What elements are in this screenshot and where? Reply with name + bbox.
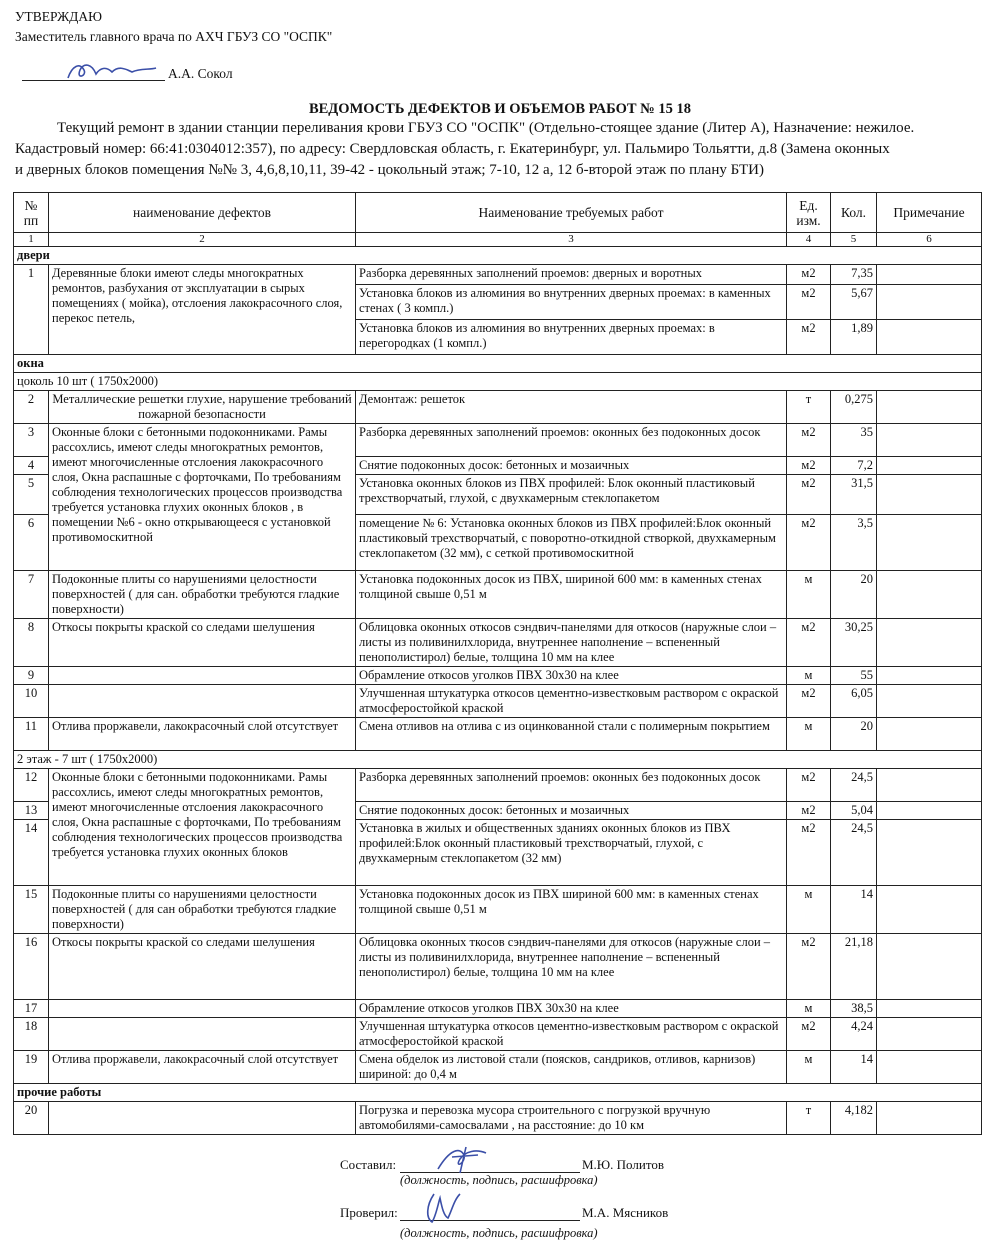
row-number: 12: [14, 769, 49, 802]
row-unit: т: [787, 391, 831, 424]
row-note: [877, 685, 982, 718]
row-unit: м2: [787, 320, 831, 355]
row-number: 17: [14, 1000, 49, 1018]
row-number: 11: [14, 718, 49, 751]
row-unit: м2: [787, 515, 831, 571]
row-work: Установка оконных блоков из ПВХ профилей: Блок оконный пластиковый трехстворчатый, глухой, с двухкамерным стеклопакетом: [356, 475, 787, 515]
row-unit: м: [787, 886, 831, 934]
defects-table: [13, 192, 982, 1135]
row-defect: Отлива проржавели, лакокрасочный слой отсутствует: [49, 1051, 356, 1084]
row-qty: 21,18: [831, 934, 877, 1000]
row-note: [877, 265, 982, 285]
header-defect: наименование дефектов: [49, 193, 356, 233]
row-qty: 20: [831, 718, 877, 751]
row-qty: 24,5: [831, 769, 877, 802]
row-defect: [49, 1000, 356, 1018]
row-work: Установка подоконных досок из ПВХ шириной 600 мм: в каменных стенах толщиной свыше 0,51 м: [356, 886, 787, 934]
row-qty: 31,5: [831, 475, 877, 515]
row-work: Снятие подоконных досок: бетонных и мозаичных: [356, 457, 787, 475]
intro-line-3: и дверных блоков помещения №№ 3, 4,6,8,10,11, 39-42 - цокольный этаж; 7-10, 12 а, 12 б-второй этаж по плану БТИ): [15, 162, 765, 178]
row-number: 2: [14, 391, 49, 424]
document-title: ВЕДОМОСТЬ ДЕФЕКТОВ И ОБЪЕМОВ РАБОТ № 15 18: [308, 101, 692, 117]
header-qty: Кол.: [831, 193, 877, 233]
row-note: [877, 619, 982, 667]
row-work: Погрузка и перевозка мусора строительного с погрузкой вручную автомобилями-самосвалами , на расстояние: до 10 км: [356, 1102, 787, 1135]
row-note: [877, 1102, 982, 1135]
row-number: 20: [14, 1102, 49, 1135]
table-row: [14, 1102, 982, 1135]
row-note: [877, 934, 982, 1000]
header-work: Наименование требуемых работ: [356, 193, 787, 233]
col-number: 3: [356, 233, 787, 247]
row-number: 1: [14, 265, 49, 355]
row-number: 13: [14, 802, 49, 820]
row-number: 18: [14, 1018, 49, 1051]
row-unit: м2: [787, 685, 831, 718]
intro-line-1: Текущий ремонт в здании станции переливания крови ГБУЗ СО "ОСПК" (Отдельно-стоящее здание (Литер А), Назначение: нежилое.: [57, 120, 915, 136]
row-work: Установка блоков из алюминия во внутренних дверных проемах: в каменных стенах ( 3 компл.): [356, 285, 787, 320]
row-qty: 7,35: [831, 265, 877, 285]
intro-line-2: Кадастровый номер: 66:41:0304012:357), по адресу: Свердловская область, г. Екатеринбург, ул. Пальмиро Тольятти, д.8 (Замена оконных: [15, 141, 890, 157]
row-unit: м2: [787, 285, 831, 320]
row-note: [877, 320, 982, 355]
row-unit: м2: [787, 424, 831, 457]
row-unit: м: [787, 718, 831, 751]
row-qty: 14: [831, 1051, 877, 1084]
compiled-name: М.Ю. Политов: [582, 1157, 664, 1172]
header-unit: Ед. изм.: [787, 193, 831, 233]
row-qty: 6,05: [831, 685, 877, 718]
row-work: помещение № 6: Установка оконных блоков из ПВХ профилей:Блок оконный пластиковый трехстворчатый, с поворотно-откидной створкой, двухкамерным стеклопакетом (32 мм), с сеткой противомоскитной: [356, 515, 787, 571]
column-number-row: [14, 233, 982, 247]
row-defect: Оконные блоки с бетонными подоконниками. Рамы рассохлись, имеют следы многократных ремонтов, имеют многочисленные отслоения лакокрасочного слоя, Окна распашные с форточками, По требованиям соблюдения технологических процессов производства требуется установка глухих оконных блоков , в помещении №6 - окно открывающееся с установкой противомоскитной: [49, 424, 356, 571]
table-row: [14, 619, 982, 667]
section-floor2: 2 этаж - 7 шт ( 1750х2000): [14, 751, 982, 769]
row-unit: м2: [787, 457, 831, 475]
row-number: 14: [14, 820, 49, 886]
table-row: [14, 886, 982, 934]
row-defect: Подоконные плиты со нарушениями целостности поверхностей ( для сан. обработки требуются гладкие поверхности): [49, 571, 356, 619]
table-row: [14, 718, 982, 751]
row-defect: [49, 685, 356, 718]
compiled-signature-icon: [430, 1143, 500, 1177]
row-work: Обрамление откосов уголков ПВХ 30х30 на клее: [356, 667, 787, 685]
checked-label: Проверил:: [340, 1205, 398, 1220]
row-work: Облицовка оконных откосов сэндвич-панелями для откосов (наружные слои – листы из поливинилхлорида, внутреннее наполнение – вспененный пенополистирол) белые, толщина 10 мм на клее: [356, 619, 787, 667]
row-number: 9: [14, 667, 49, 685]
row-qty: 38,5: [831, 1000, 877, 1018]
row-work: Смена обделок из листовой стали (поясков, сандриков, отливов, карнизов) шириной: до 0,4 м: [356, 1051, 787, 1084]
row-number: 4: [14, 457, 49, 475]
row-defect: [49, 667, 356, 685]
row-unit: м2: [787, 619, 831, 667]
row-note: [877, 391, 982, 424]
row-note: [877, 571, 982, 619]
row-number: 8: [14, 619, 49, 667]
row-qty: 30,25: [831, 619, 877, 667]
row-qty: 4,24: [831, 1018, 877, 1051]
row-defect: Деревянные блоки имеют следы многократных ремонтов, разбухания от эксплуатации в сырых помещениях ( мойка), отслоения лакокрасочного слоя, перекос петель,: [49, 265, 356, 355]
row-defect: [49, 1018, 356, 1051]
row-defect: Подоконные плиты со нарушениями целостности поверхностей ( для сан обработки требуются гладкие поверхности): [49, 886, 356, 934]
table-row: [14, 769, 982, 802]
checked-name: М.А. Мясников: [582, 1205, 669, 1220]
row-number: 3: [14, 424, 49, 457]
section-other: прочие работы: [14, 1084, 982, 1102]
row-number: 5: [14, 475, 49, 515]
checked-signature-icon: [420, 1188, 470, 1228]
row-qty: 5,67: [831, 285, 877, 320]
table-header-row: [14, 193, 982, 233]
row-note: [877, 515, 982, 571]
col-number: 4: [787, 233, 831, 247]
row-work: Улучшенная штукатурка откосов цементно-известковым раствором с окраской атмосферостойкой краской: [356, 685, 787, 718]
table-row: [14, 424, 982, 457]
approval-position: Заместитель главного врача по АХЧ ГБУЗ СО "ОСПК": [15, 29, 333, 44]
row-unit: м2: [787, 820, 831, 886]
row-defect: Отлива проржавели, лакокрасочный слой отсутствует: [49, 718, 356, 751]
row-work: Разборка деревянных заполнений проемов: оконных без подоконных досок: [356, 769, 787, 802]
row-work: Установка подоконных досок из ПВХ, шириной 600 мм: в каменных стенах толщиной свыше 0,51 м: [356, 571, 787, 619]
table-row: [14, 1051, 982, 1084]
row-note: [877, 769, 982, 802]
col-number: 5: [831, 233, 877, 247]
row-note: [877, 667, 982, 685]
row-work: Смена отливов на отлива с из оцинкованной стали с полимерным покрытием: [356, 718, 787, 751]
row-qty: 4,182: [831, 1102, 877, 1135]
row-qty: 5,04: [831, 802, 877, 820]
row-qty: 3,5: [831, 515, 877, 571]
row-unit: м: [787, 1051, 831, 1084]
compiled-label: Составил:: [340, 1157, 397, 1172]
table-row: [14, 685, 982, 718]
row-note: [877, 1051, 982, 1084]
table-row: [14, 934, 982, 1000]
row-qty: 0,275: [831, 391, 877, 424]
section-doors: двери: [14, 247, 982, 265]
row-work: Установка в жилых и общественных зданиях оконных блоков из ПВХ профилей:Блок оконный пластиковый трехстворчатый, глухой, с двухкамерным стеклопакетом (32 мм): [356, 820, 787, 886]
table-row: [14, 571, 982, 619]
row-defect: [49, 1102, 356, 1135]
row-unit: м2: [787, 934, 831, 1000]
row-unit: м: [787, 571, 831, 619]
row-note: [877, 820, 982, 886]
table-row: [14, 391, 982, 424]
row-qty: 20: [831, 571, 877, 619]
row-work: Установка блоков из алюминия во внутренних дверных проемах: в перегородках (1 компл.): [356, 320, 787, 355]
row-number: 15: [14, 886, 49, 934]
row-defect: Откосы покрыты краской со следами шелушения: [49, 934, 356, 1000]
table-row: [14, 667, 982, 685]
row-number: 7: [14, 571, 49, 619]
header-number: № пп: [14, 193, 49, 233]
row-defect: Металлические решетки глухие, нарушение требований пожарной безопасности: [49, 391, 356, 424]
row-note: [877, 1018, 982, 1051]
row-work: Разборка деревянных заполнений проемов: оконных без подоконных досок: [356, 424, 787, 457]
row-note: [877, 457, 982, 475]
row-note: [877, 475, 982, 515]
row-note: [877, 1000, 982, 1018]
row-work: Демонтаж: решеток: [356, 391, 787, 424]
row-number: 19: [14, 1051, 49, 1084]
row-work: Разборка деревянных заполнений проемов: дверных и воротных: [356, 265, 787, 285]
row-qty: 35: [831, 424, 877, 457]
checked-caption: (должность, подпись, расшифровка): [400, 1226, 598, 1240]
row-qty: 1,89: [831, 320, 877, 355]
row-unit: м: [787, 1000, 831, 1018]
approval-signature-icon: [62, 56, 162, 86]
row-qty: 24,5: [831, 820, 877, 886]
row-unit: м: [787, 667, 831, 685]
row-unit: м2: [787, 802, 831, 820]
col-number: 6: [877, 233, 982, 247]
approval-heading: УТВЕРЖДАЮ: [15, 9, 103, 24]
header-note: Примечание: [877, 193, 982, 233]
row-note: [877, 802, 982, 820]
row-unit: м2: [787, 475, 831, 515]
row-qty: 55: [831, 667, 877, 685]
row-number: 16: [14, 934, 49, 1000]
row-work: Улучшенная штукатурка откосов цементно-известковым раствором с окраской атмосферостойкой краской: [356, 1018, 787, 1051]
col-number: 2: [49, 233, 356, 247]
row-note: [877, 886, 982, 934]
row-number: 6: [14, 515, 49, 571]
row-note: [877, 718, 982, 751]
compiled-caption: (должность, подпись, расшифровка): [400, 1173, 598, 1187]
row-work: Облицовка оконных ткосов сэндвич-панелями для откосов (наружные слои – листы из поливинилхлорида, внутреннее наполнение – вспененный пенополистирол) белые, толщина 10 мм на клее: [356, 934, 787, 1000]
row-number: 10: [14, 685, 49, 718]
row-qty: 14: [831, 886, 877, 934]
row-work: Снятие подоконных досок: бетонных и мозаичных: [356, 802, 787, 820]
section-windows: окна: [14, 355, 982, 373]
section-basement: цоколь 10 шт ( 1750х2000): [14, 373, 982, 391]
row-unit: т: [787, 1102, 831, 1135]
row-note: [877, 424, 982, 457]
col-number: 1: [14, 233, 49, 247]
table-row: [14, 1018, 982, 1051]
row-qty: 7,2: [831, 457, 877, 475]
row-unit: м2: [787, 265, 831, 285]
row-defect: Откосы покрыты краской со следами шелушения: [49, 619, 356, 667]
row-note: [877, 285, 982, 320]
row-defect: Оконные блоки с бетонными подоконниками. Рамы рассохлись, имеют следы многократных ремонтов, имеют многочисленные отслоения лакокрасочного слоя, Окна распашные с форточками, По требованиям соблюдения технологических процессов производства требуется установка глухих оконных блоков: [49, 769, 356, 886]
row-unit: м2: [787, 769, 831, 802]
row-unit: м2: [787, 1018, 831, 1051]
table-row: [14, 265, 982, 285]
approval-name: А.А. Сокол: [168, 66, 233, 81]
row-work: Обрамление откосов уголков ПВХ 30х30 на клее: [356, 1000, 787, 1018]
table-row: [14, 1000, 982, 1018]
